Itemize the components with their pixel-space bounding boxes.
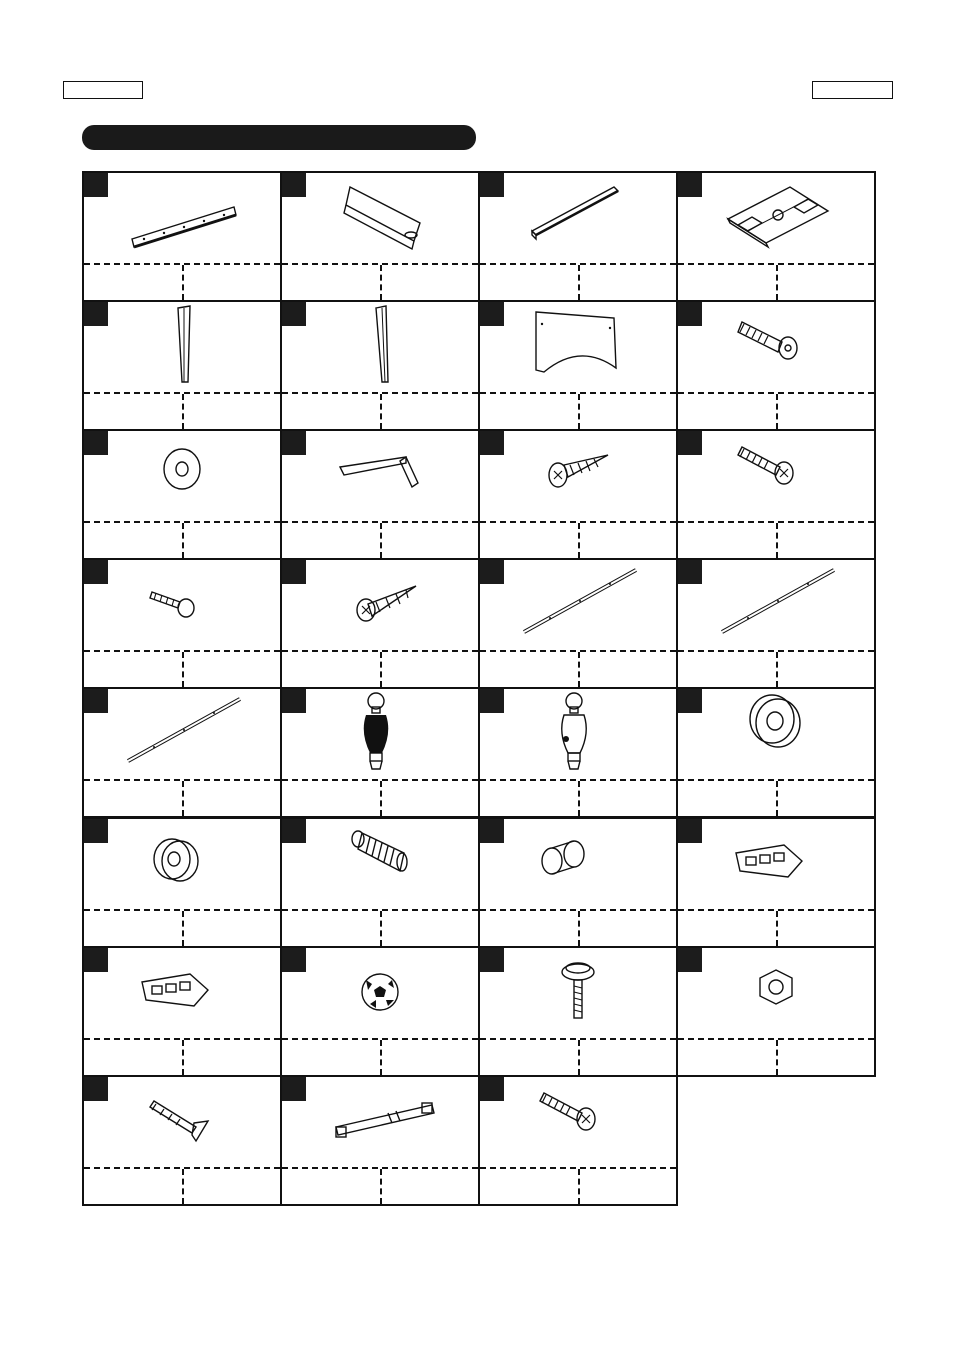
part-cell (478, 687, 678, 818)
dashed-divider (776, 911, 778, 946)
part-number-badge (480, 173, 504, 197)
part-number-badge (84, 302, 108, 326)
parts-list-title-bar (82, 125, 476, 150)
part-cell (280, 300, 480, 431)
leveler-foot-icon (480, 948, 676, 1040)
dashed-divider (578, 265, 580, 300)
part-cell (676, 429, 876, 560)
player-rod-icon (480, 560, 676, 652)
part-cell (676, 687, 876, 818)
part-number-badge (84, 431, 108, 455)
part-cell (280, 1075, 480, 1206)
player-figure-dark-icon (282, 689, 478, 781)
part-number-badge (84, 819, 108, 843)
hex-bolt-icon (678, 302, 874, 394)
part-number-badge (282, 1077, 306, 1101)
part-cell (676, 171, 876, 302)
rod-sleeve-icon (480, 819, 676, 911)
support-bar-icon (480, 173, 676, 265)
large-washer-icon (678, 689, 874, 781)
part-cell (82, 300, 282, 431)
part-cell (478, 946, 678, 1077)
apron-panel-icon (480, 302, 676, 394)
hex-nut-icon (678, 948, 874, 1040)
dashed-divider (578, 1040, 580, 1075)
part-cell (280, 817, 480, 948)
part-number-badge (678, 948, 702, 972)
part-cell (280, 558, 480, 689)
player-figure-light-icon (480, 689, 676, 781)
dashed-divider (380, 1169, 382, 1204)
dashed-divider (776, 652, 778, 687)
dashed-divider (182, 523, 184, 558)
part-number-badge (678, 302, 702, 326)
player-rod-icon (84, 689, 280, 781)
dashed-divider (182, 1040, 184, 1075)
pan-screw-icon (480, 1077, 676, 1169)
dashed-divider (776, 1040, 778, 1075)
handle-grip-icon (282, 819, 478, 911)
part-number-badge (678, 689, 702, 713)
dashed-divider (776, 265, 778, 300)
part-cell (478, 171, 678, 302)
part-cell (280, 429, 480, 560)
part-cell (280, 946, 480, 1077)
part-cell (82, 817, 282, 948)
washer-icon (84, 431, 280, 523)
dashed-divider (380, 1040, 382, 1075)
part-cell (82, 171, 282, 302)
part-cell (478, 817, 678, 948)
part-cell (82, 429, 282, 560)
part-number-badge (480, 431, 504, 455)
soccer-ball-icon (282, 948, 478, 1040)
part-cell (676, 817, 876, 948)
bumper-ring-icon (84, 819, 280, 911)
part-cell (676, 946, 876, 1077)
dashed-divider (578, 1169, 580, 1204)
part-number-badge (678, 431, 702, 455)
flat-screw-icon (84, 1077, 280, 1169)
part-cell (280, 687, 480, 818)
part-number-badge (282, 560, 306, 584)
parts-grid (82, 171, 876, 1206)
part-number-badge (84, 173, 108, 197)
player-rod-icon (678, 560, 874, 652)
wood-screw-icon (480, 431, 676, 523)
dashed-divider (182, 911, 184, 946)
dashed-divider (776, 781, 778, 816)
dashed-divider (380, 523, 382, 558)
part-number-badge (282, 689, 306, 713)
part-cell (676, 558, 876, 689)
dashed-divider (182, 1169, 184, 1204)
part-number-badge (480, 689, 504, 713)
part-number-badge (282, 431, 306, 455)
dashed-divider (380, 781, 382, 816)
side-rail-icon (84, 173, 280, 265)
dashed-divider (776, 394, 778, 429)
allen-key-icon (282, 431, 478, 523)
short-screw-icon (84, 560, 280, 652)
part-cell (82, 687, 282, 818)
part-cell (280, 171, 480, 302)
score-counter-icon (678, 819, 874, 911)
dashed-divider (578, 911, 580, 946)
dashed-divider (578, 652, 580, 687)
part-cell (478, 300, 678, 431)
part-number-badge (84, 948, 108, 972)
header-right-label-box (812, 81, 893, 99)
header-left-label-box (63, 81, 143, 99)
cross-brace-icon (282, 1077, 478, 1169)
leg-right-icon (282, 302, 478, 394)
long-screw-icon (282, 560, 478, 652)
dashed-divider (578, 781, 580, 816)
part-number-badge (480, 819, 504, 843)
part-number-badge (678, 819, 702, 843)
dashed-divider (182, 781, 184, 816)
leg-left-icon (84, 302, 280, 394)
dashed-divider (182, 265, 184, 300)
part-number-badge (84, 689, 108, 713)
part-number-badge (84, 560, 108, 584)
part-number-badge (480, 948, 504, 972)
pan-screw-icon (678, 431, 874, 523)
dashed-divider (380, 394, 382, 429)
part-number-badge (480, 1077, 504, 1101)
part-cell (478, 429, 678, 560)
part-cell (478, 558, 678, 689)
dashed-divider (380, 652, 382, 687)
part-cell (82, 1075, 282, 1206)
dashed-divider (380, 265, 382, 300)
part-number-badge (282, 173, 306, 197)
end-panel-icon (282, 173, 478, 265)
dashed-divider (578, 523, 580, 558)
part-cell (82, 946, 282, 1077)
dashed-divider (776, 523, 778, 558)
part-number-badge (84, 1077, 108, 1101)
playfield-icon (678, 173, 874, 265)
part-number-badge (282, 819, 306, 843)
part-number-badge (282, 302, 306, 326)
part-cell (478, 1075, 678, 1206)
part-cell (82, 558, 282, 689)
dashed-divider (380, 911, 382, 946)
dashed-divider (182, 394, 184, 429)
dashed-divider (578, 394, 580, 429)
dashed-divider (182, 652, 184, 687)
part-number-badge (480, 560, 504, 584)
part-number-badge (678, 560, 702, 584)
score-counter-icon (84, 948, 280, 1040)
part-number-badge (480, 302, 504, 326)
part-cell (676, 300, 876, 431)
part-number-badge (678, 173, 702, 197)
part-number-badge (282, 948, 306, 972)
